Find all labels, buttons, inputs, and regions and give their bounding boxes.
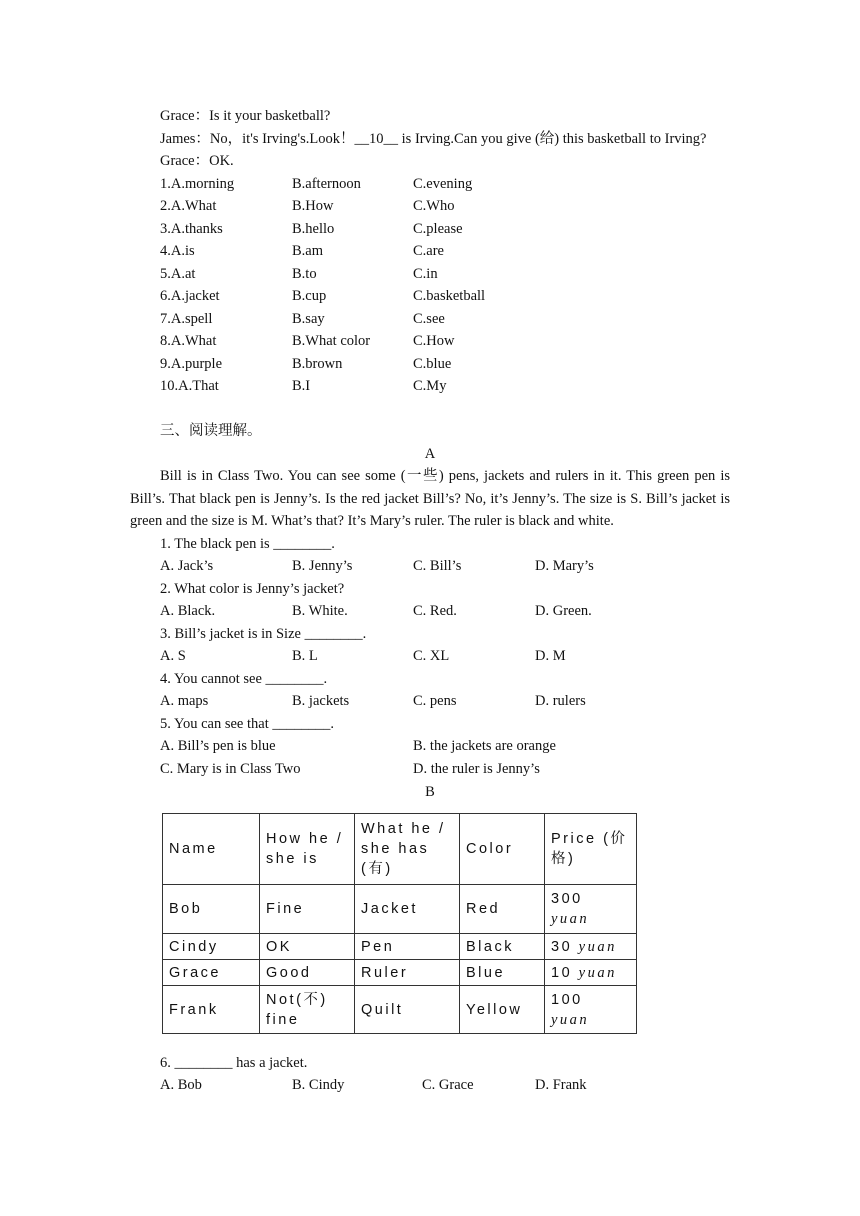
option-c: C.please [413, 221, 463, 237]
option-a: 1.A.morning [160, 176, 235, 192]
option-b: B.am [292, 243, 324, 259]
cell-what: Pen [355, 934, 460, 960]
passage-a-label: A [424, 446, 436, 462]
dialogue-line-james: James：No，it's Irving's.Look！__10__ is Irving.Can you give (给) this basketball to Irving? [160, 131, 707, 147]
table-row [163, 960, 637, 986]
question-4: 4. You cannot see ________. [160, 671, 328, 687]
question-3: 3. Bill’s jacket is in Size ________. [160, 626, 367, 642]
cell-what: Jacket [355, 885, 460, 934]
price-unit: yuan [578, 938, 617, 955]
option-c: C.How [413, 333, 455, 349]
option-c: C.are [413, 243, 444, 259]
cell-name: Grace [163, 960, 260, 986]
cell-color: Black [460, 934, 545, 960]
cell-price [545, 934, 637, 960]
cell-how: Fine [260, 885, 355, 934]
option-b: B. the jackets are orange [413, 738, 556, 754]
option-b: B. White. [292, 603, 348, 619]
cell-color: Blue [460, 960, 545, 986]
header-name: Name [163, 814, 260, 885]
cell-color: Yellow [460, 986, 545, 1034]
option-b: B.What color [292, 333, 371, 349]
question-6: 6. ________ has a jacket. [160, 1055, 308, 1071]
option-c: C.basketball [413, 288, 486, 304]
cell-how: Good [260, 960, 355, 986]
option-a: 7.A.spell [160, 311, 213, 327]
price-unit: yuan [551, 1011, 590, 1028]
option-c: C. Bill’s [413, 558, 462, 574]
price-value: 300 [551, 891, 583, 907]
header-color: Color [460, 814, 545, 885]
option-a: A. maps [160, 693, 209, 709]
option-b: B. L [292, 648, 318, 664]
table-row [163, 934, 637, 960]
question-1: 1. The black pen is ________. [160, 536, 335, 552]
table-header-row [163, 814, 637, 885]
option-c: C.Who [413, 198, 455, 214]
question-5: 5. You can see that ________. [160, 716, 334, 732]
cell-name: Cindy [163, 934, 260, 960]
option-b: B.brown [292, 356, 343, 372]
option-c: C.see [413, 311, 445, 327]
option-c: C.in [413, 266, 438, 282]
option-a: A. Bill’s pen is blue [160, 738, 276, 754]
option-b: B.How [292, 198, 334, 214]
cell-what: Quilt [355, 986, 460, 1034]
option-a: 8.A.What [160, 333, 217, 349]
option-a: 6.A.jacket [160, 288, 220, 304]
option-a: A. Bob [160, 1077, 202, 1093]
dialogue-line-grace-2: Grace：OK. [160, 153, 234, 169]
option-a: 9.A.purple [160, 356, 223, 372]
option-c: C. Mary is in Class Two [160, 761, 301, 777]
cell-price [545, 960, 637, 986]
option-b: B.hello [292, 221, 335, 237]
cell-name: Frank [163, 986, 260, 1034]
option-b: B.afternoon [292, 176, 361, 192]
option-b: B. jackets [292, 693, 350, 709]
price-unit: yuan [578, 964, 617, 981]
option-d: D. Frank [535, 1077, 587, 1093]
cell-price [545, 885, 637, 934]
option-a: 5.A.at [160, 266, 196, 282]
option-c: C. Red. [413, 603, 457, 619]
price-value: 10 [551, 964, 573, 981]
price-unit: yuan [551, 911, 590, 927]
option-a: 3.A.thanks [160, 221, 223, 237]
passage-b-label: B [425, 784, 435, 800]
option-d: D. Mary’s [535, 558, 594, 574]
option-b: B. Cindy [292, 1077, 345, 1093]
question-2: 2. What color is Jenny’s jacket? [160, 581, 345, 597]
table-row [163, 986, 637, 1034]
option-c: C.blue [413, 356, 452, 372]
option-a: 2.A.What [160, 198, 217, 214]
option-a: 4.A.is [160, 243, 195, 259]
option-b: B.say [292, 311, 325, 327]
option-a: 10.A.That [160, 378, 219, 394]
price-value: 100 [551, 991, 583, 1008]
price-value: 30 [551, 938, 573, 955]
option-c: C.My [413, 378, 447, 394]
option-c: C. Grace [422, 1077, 474, 1093]
passage-a-text: Bill is in Class Two. You can see some (一些) pens, jackets and rulers in it. This green pen is Bill’s. That black pen is Jenny’s. Is the red jacket Bill’s? No, it’s Jenny’s. The size is S. Bill’s jacket is green and the size is M. What’s that? It’s Mary’s ruler. The ruler is black and white. [130, 468, 730, 529]
option-a: A. Jack’s [160, 558, 214, 574]
passage-a [130, 465, 730, 533]
option-b: B. Jenny’s [292, 558, 353, 574]
option-a: A. S [160, 648, 186, 664]
cell-what: Ruler [355, 960, 460, 986]
header-what: What he / she has (有) [355, 814, 460, 885]
section-title: 三、阅读理解。 [160, 423, 262, 439]
option-b: B.cup [292, 288, 327, 304]
dialogue-line-grace-1: Grace：Is it your basketball? [160, 108, 331, 124]
cell-how: Not(不) fine [260, 986, 355, 1034]
option-a: A. Black. [160, 603, 216, 619]
cell-price [545, 986, 637, 1034]
header-how: How he / she is [260, 814, 355, 885]
option-b: B.to [292, 266, 317, 282]
cell-how: OK [260, 934, 355, 960]
option-d: D. the ruler is Jenny’s [413, 761, 540, 777]
option-d: D. Green. [535, 603, 592, 619]
option-d: D. rulers [535, 693, 586, 709]
option-c: C.evening [413, 176, 473, 192]
header-price: Price (价格) [545, 814, 637, 885]
option-c: C. XL [413, 648, 450, 664]
table-row [163, 885, 637, 934]
option-c: C. pens [413, 693, 457, 709]
info-table [162, 813, 637, 1034]
option-d: D. M [535, 648, 566, 664]
cell-color: Red [460, 885, 545, 934]
cell-name: Bob [163, 885, 260, 934]
option-b: B.I [292, 378, 311, 394]
